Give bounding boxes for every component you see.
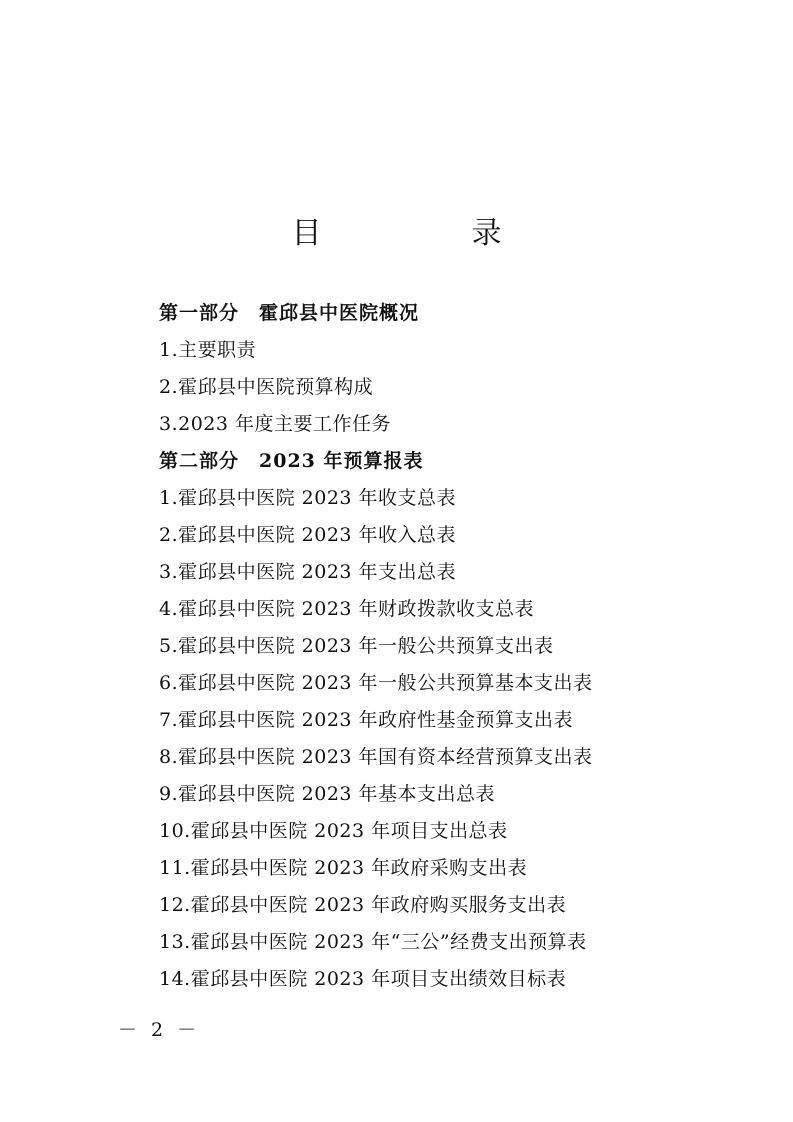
toc-entry: 8.霍邱县中医院 2023 年国有资本经营预算支出表 [159,746,593,768]
toc-entry: 3.霍邱县中医院 2023 年支出总表 [159,561,457,583]
page-number: － 2 － [118,1019,201,1041]
toc-entry: 1.主要职责 [159,339,257,361]
toc-entry: 14.霍邱县中医院 2023 年项目支出绩效目标表 [159,968,567,990]
toc-section-heading: 第二部分 2023 年预算报表 [159,450,424,472]
toc-entry: 1.霍邱县中医院 2023 年收支总表 [159,487,457,509]
toc-list [159,295,679,998]
toc-entry: 4.霍邱县中医院 2023 年财政拨款收支总表 [159,598,535,620]
toc-entry: 11.霍邱县中医院 2023 年政府采购支出表 [159,857,528,879]
toc-section-heading: 第一部分 霍邱县中医院概况 [159,302,420,324]
toc-entry: 9.霍邱县中医院 2023 年基本支出总表 [159,783,496,805]
toc-entry: 6.霍邱县中医院 2023 年一般公共预算基本支出表 [159,672,593,694]
toc-entry: 5.霍邱县中医院 2023 年一般公共预算支出表 [159,635,554,657]
toc-title: 目 录 [291,216,562,251]
toc-entry: 7.霍邱县中医院 2023 年政府性基金预算支出表 [159,709,574,731]
toc-entry: 12.霍邱县中医院 2023 年政府购买服务支出表 [159,894,567,916]
toc-entry: 2.霍邱县中医院 2023 年收入总表 [159,524,457,546]
toc-entry: 13.霍邱县中医院 2023 年“三公”经费支出预算表 [159,931,587,953]
toc-entry: 2.霍邱县中医院预算构成 [159,376,374,398]
toc-entry: 3.2023 年度主要工作任务 [159,413,392,435]
toc-entry: 10.霍邱县中医院 2023 年项目支出总表 [159,820,508,842]
